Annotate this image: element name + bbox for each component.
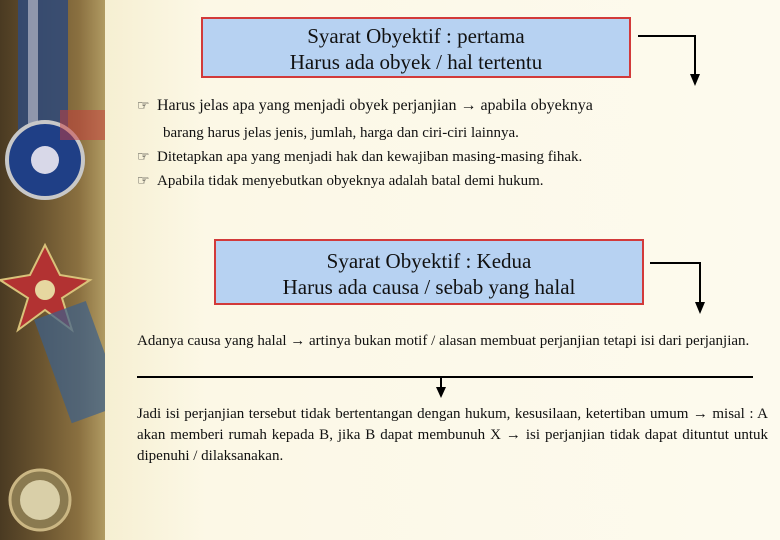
heading-line-2: Harus ada causa / sebab yang halal <box>282 275 576 299</box>
heading-line-1: Syarat Obyektif : pertama <box>307 24 525 48</box>
hand-bullet-icon: ☞ <box>137 98 150 114</box>
list-item: ☞ Ditetapkan apa yang menjadi hak dan kewajiban masing-masing fihak. <box>137 145 757 169</box>
hand-bullet-icon: ☞ <box>137 173 150 189</box>
heading-line-1: Syarat Obyektif : Kedua <box>326 249 532 273</box>
paragraph-causa-halal: Adanya causa yang halal → artinya bukan motif / alasan membuat perjanjian tetapi isi dari perjanjian. <box>137 333 750 349</box>
paragraph-example: Jadi isi perjanjian tersebut tidak bertentangan dengan hukum, kesusilaan, ketertiban umum → misal : A akan memberi rumah kepada B, jika B dapat membunuh X → isi perjanjian tidak dapat dituntut untuk dipenuhi / dilaksanakan. <box>137 406 768 464</box>
list-item: ☞ Apabila tidak menyebutkan obyeknya adalah batal demi hukum. <box>137 169 757 193</box>
heading-line-2: Harus ada obyek / hal tertentu <box>289 50 543 74</box>
hand-bullet-icon: ☞ <box>137 149 150 165</box>
heading-box-syarat-kedua <box>214 239 644 305</box>
bullet-list <box>137 94 757 193</box>
list-item: ☞ Harus jelas apa yang menjadi obyek perjanjian → apabila obyeknya <box>137 94 757 118</box>
list-item: barang harus jelas jenis, jumlah, harga dan ciri-ciri lainnya. <box>163 125 519 141</box>
